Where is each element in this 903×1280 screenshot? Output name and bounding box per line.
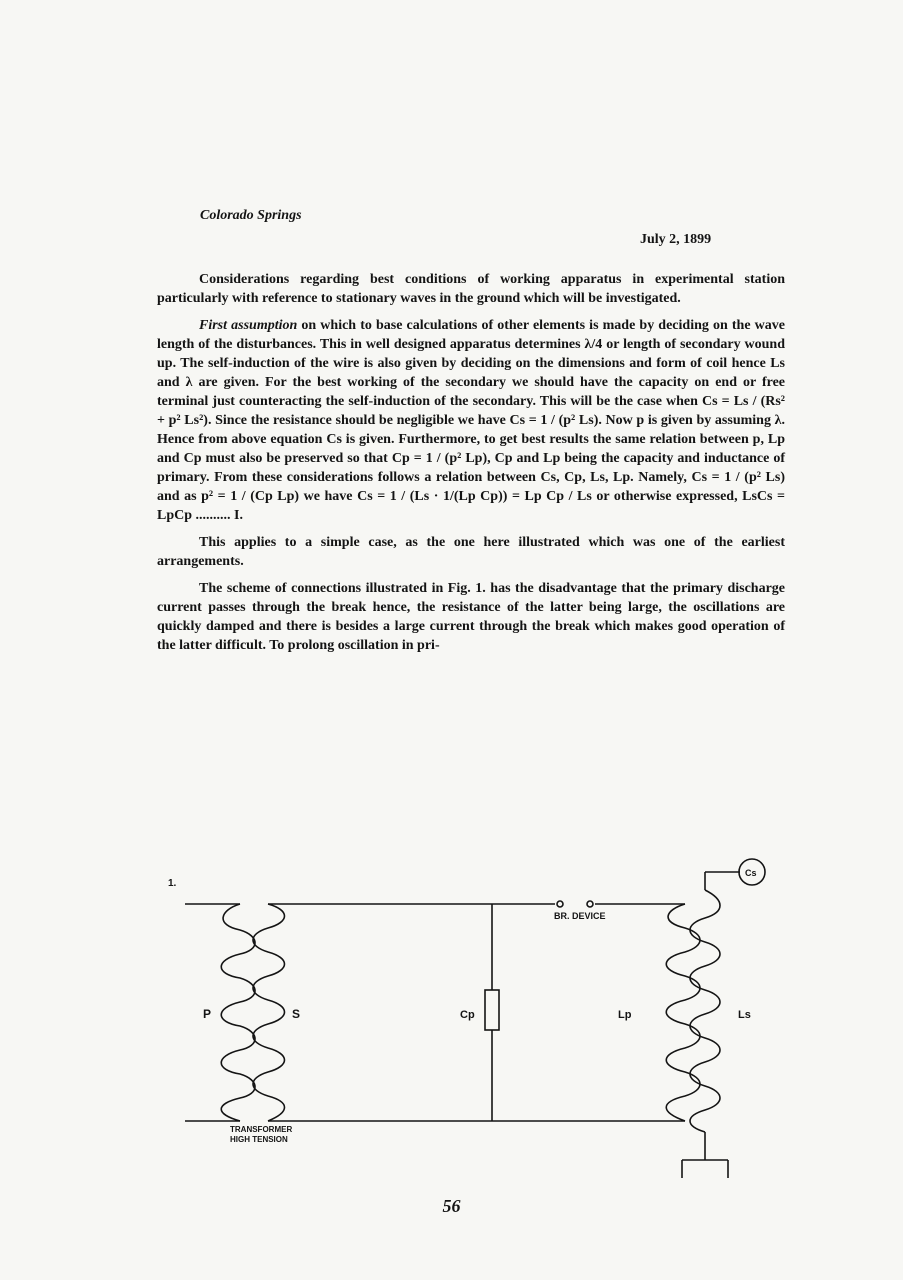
label-high-tension: HIGH TENSION (230, 1135, 288, 1144)
label-transformer: TRANSFORMER (230, 1125, 293, 1134)
capacitor-cp (485, 990, 499, 1030)
label-cs: Cs (745, 868, 757, 878)
page-number: 56 (442, 1196, 461, 1216)
paragraph-4: The scheme of connections illustrated in Fig. 1. has the disadvantage that the primary discharge current passes through the break hence, the resistance of the latter being large, the oscillations are quickly damped and there is besides a large current through the break which makes good operation of the latter difficult. To prolong oscillation in pri- (157, 581, 785, 653)
transformer-primary-coil (221, 904, 255, 1121)
body-text (157, 270, 785, 663)
paragraph-2-text: on which to base calculations of other elements is made by deciding on the wave length of the disturbances. This in well designed apparatus determines λ/4 or length of secondary wound up. The self-induction of the wire is also given by deciding on the dimensions and form of coil hence Ls and λ are given. For the best working of the secondary we should have the capacity on end or free terminal just counteracting the self-induction of the secondary. This will be the case when Cs = Ls / (Rs² + p² Ls²). Since the resistance should be negligible we have Cs = 1 / (p² Ls). Now p is given by assuming λ. Hence from above equation Cs is given. Furthermore, to get best results the same relation between p, Lp and Cp must also be preserved so that Cp = 1 / (p² Lp), Cp and Lp being the capacity and inductance of primary. From these considerations follows a relation between Cs, Cp, Ls, Lp. Namely, Cs = 1 / (p² Ls) and as p² = 1 / (Cp Lp) we have Cs = 1 / (Ls · 1/(Lp Cp)) = Lp Cp / Ls or otherwise expressed, LsCs = LpCp .......... I. (157, 318, 785, 523)
paragraph-2 (157, 316, 785, 525)
label-lp: Lp (618, 1009, 632, 1021)
label-ls: Ls (738, 1009, 751, 1021)
transformer-secondary-coil (253, 904, 285, 1121)
circuit-diagram (150, 850, 800, 1190)
break-contact-right (587, 901, 593, 907)
paragraph-2-lead: First assumption (199, 318, 298, 333)
figure-number: 1. (168, 878, 177, 889)
primary-coil-lp (666, 904, 700, 1121)
location-heading: Colorado Springs (200, 208, 302, 223)
secondary-coil-ls (690, 890, 720, 1132)
break-contact-left (557, 901, 563, 907)
paragraph-1: Considerations regarding best conditions of working apparatus in experimental station particularly with reference to stationary waves in the ground which will be investigated. (157, 272, 785, 306)
label-s: S (292, 1007, 301, 1021)
label-p: P (203, 1007, 212, 1021)
label-break-device: BR. DEVICE (554, 911, 606, 921)
entry-date: July 2, 1899 (640, 232, 712, 247)
label-cp: Cp (460, 1009, 475, 1021)
paragraph-3: This applies to a simple case, as the one here illustrated which was one of the earliest arrangements. (157, 535, 785, 569)
